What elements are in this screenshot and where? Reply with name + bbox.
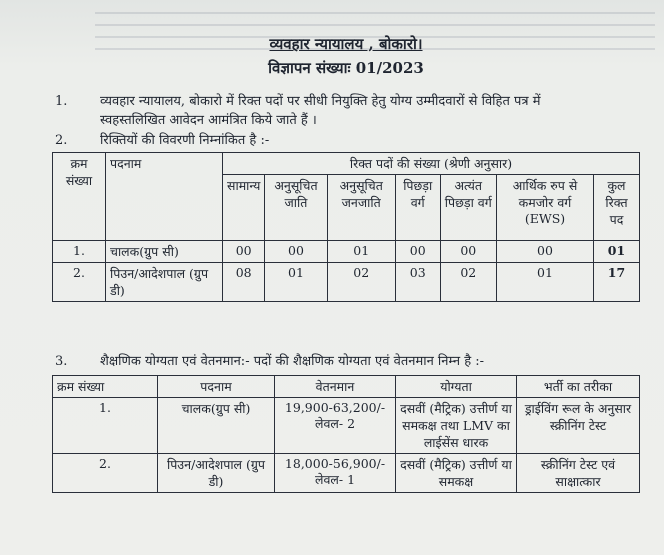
item-number: 3.: [55, 354, 68, 369]
col-serial: क्रम संख्या: [53, 153, 106, 241]
value: 00: [497, 241, 594, 263]
value: 00: [223, 241, 265, 263]
col-category: पिछड़ा वर्ग: [395, 175, 440, 241]
post: चालक(ग्रुप सी): [106, 241, 223, 263]
advert-number: विज्ञापन संख्याः 01/2023: [268, 59, 424, 77]
pay: 19,900-63,200/- लेवल- 2: [275, 398, 396, 454]
value: 01: [497, 263, 594, 302]
item-text: रिक्तियों की विवरणी निम्नांकित है :-: [100, 133, 270, 148]
qualification-table: [52, 375, 640, 493]
serial: 1.: [53, 398, 158, 454]
pay: 18,000-56,900/- लेवल- 1: [275, 454, 396, 493]
table-row: [53, 398, 640, 454]
table-row: [53, 241, 640, 263]
value: 08: [223, 263, 265, 302]
post: चालक(ग्रुप सी): [158, 398, 275, 454]
item-text: व्यवहार न्यायालय, बोकारो में रिक्त पदों पर सीधी नियुक्ति हेतु योग्य उम्मीदवारों से विहित पत्र में स्वहस्तलिखित आवेदन आमंत्रित किये जाते हैं ।: [100, 94, 541, 128]
court-title: व्यवहार न्यायालय , बोकारो।: [269, 35, 423, 53]
method: स्क्रीनिंग टेस्ट एवं साक्षात्कार: [517, 454, 640, 493]
total: 01: [594, 241, 640, 263]
qualification: दसवीं (मैट्रिक) उत्तीर्ण या समकक्ष तथा LMV का लाईसेंस धारक: [396, 398, 517, 454]
serial: 2.: [53, 263, 106, 302]
total: 17: [594, 263, 640, 302]
col-method: भर्ती का तरीका: [517, 376, 640, 398]
col-pay: वेतनमान: [275, 376, 396, 398]
value: 02: [440, 263, 496, 302]
col-category: आर्थिक रुप से कमजोर वर्ग (EWS): [497, 175, 594, 241]
table-row: [53, 263, 640, 302]
col-post: पदनाम: [106, 153, 223, 241]
qualification: दसवीं (मैट्रिक) उत्तीर्ण या समकक्ष: [396, 454, 517, 493]
value: 01: [265, 263, 327, 302]
value: 03: [395, 263, 440, 302]
post: पिउन/आदेशपाल (ग्रुप डी): [158, 454, 275, 493]
item-text: शैक्षणिक योग्यता एवं वेतनमान:- पदों की शैक्षणिक योग्यता एवं वेतनमान निम्न है :-: [100, 354, 485, 369]
table-row: [53, 454, 640, 493]
col-category: अत्यंत पिछड़ा वर्ग: [440, 175, 496, 241]
value: 00: [440, 241, 496, 263]
col-category: अनुसूचित जनजाति: [327, 175, 395, 241]
item-number: 2.: [55, 133, 68, 148]
value: 00: [265, 241, 327, 263]
col-category: अनुसूचित जाति: [265, 175, 327, 241]
value: 02: [327, 263, 395, 302]
col-post: पदनाम: [158, 376, 275, 398]
post: पिउन/आदेशपाल (ग्रुप डी): [106, 263, 223, 302]
value: 01: [327, 241, 395, 263]
col-qualification: योग्यता: [396, 376, 517, 398]
serial: 1.: [53, 241, 106, 263]
col-category: सामान्य: [223, 175, 265, 241]
serial: 2.: [53, 454, 158, 493]
method: ड्राईविंग रूल के अनुसार स्क्रीनिंग टेस्ट: [517, 398, 640, 454]
item-number: 1.: [55, 94, 68, 109]
group-header: रिक्त पदों की संख्या (श्रेणी अनुसार): [223, 153, 640, 175]
col-serial: क्रम संख्या: [53, 376, 158, 398]
value: 00: [395, 241, 440, 263]
vacancy-table: [52, 152, 640, 302]
col-total: कुल रिक्त पद: [594, 175, 640, 241]
